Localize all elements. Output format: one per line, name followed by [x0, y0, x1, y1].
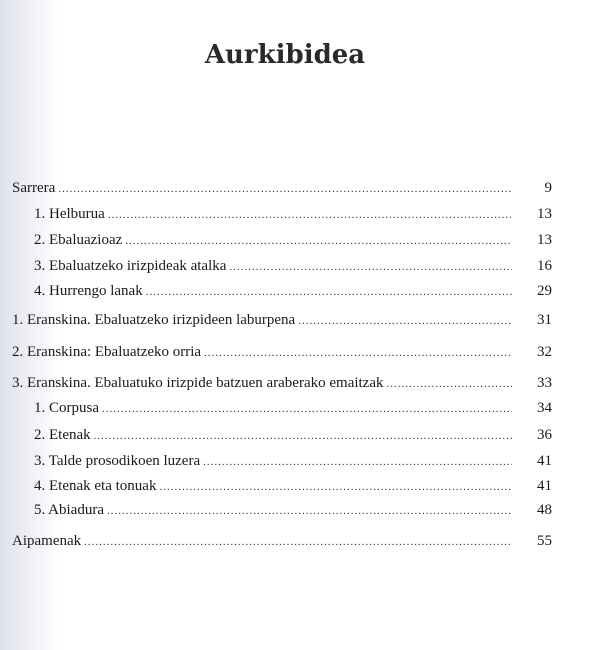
toc-entry-label: 3. Eranskina. Ebaluatuko irizpide batzuen araberako emaitzak — [12, 375, 384, 391]
dot-leader — [146, 282, 512, 302]
toc-entry — [34, 230, 552, 250]
page-title: Aurkibidea — [204, 40, 366, 70]
toc-entry-page: 32 — [537, 344, 552, 360]
dot-leader — [84, 532, 512, 552]
toc-entry — [34, 476, 552, 496]
toc-entry — [34, 425, 552, 445]
dot-leader — [298, 311, 512, 331]
toc-entry-label: 3. Talde prosodikoen luzera — [34, 453, 201, 469]
toc-entry — [12, 310, 552, 330]
dot-leader — [203, 452, 512, 472]
dot-leader — [159, 477, 512, 497]
toc-entry — [34, 500, 552, 520]
toc-entry-page: 41 — [537, 478, 552, 494]
toc-entry — [34, 281, 552, 301]
toc-entry-page: 13 — [537, 206, 552, 222]
dot-leader — [58, 179, 512, 199]
dot-leader — [125, 231, 512, 251]
toc-entry-label: 1. Helburua — [34, 206, 105, 222]
toc-entry-page: 34 — [537, 400, 552, 416]
toc-entry-label: 4. Hurrengo lanak — [34, 283, 143, 299]
toc-entry — [12, 178, 552, 198]
toc-entry-page: 31 — [537, 312, 552, 328]
toc-entry-label: 5. Abiadura — [34, 502, 104, 518]
toc-entry — [12, 342, 552, 362]
toc-entry-page: 41 — [537, 453, 552, 469]
toc-entry-page: 36 — [537, 427, 552, 443]
toc-entry-label: 4. Etenak eta tonuak — [34, 478, 157, 494]
dot-leader — [94, 426, 512, 446]
dot-leader — [102, 399, 512, 419]
toc-entry-label: 1. Corpusa — [34, 400, 99, 416]
toc-entry-page: 48 — [537, 502, 552, 518]
toc-entry-page: 55 — [537, 533, 552, 549]
toc-entry-page: 16 — [537, 258, 552, 274]
toc-entry — [34, 204, 552, 224]
toc-entry-label: 2. Ebaluazioaz — [34, 232, 123, 248]
toc-entry — [34, 398, 552, 418]
toc-entry — [34, 256, 552, 276]
dot-leader — [107, 501, 512, 521]
toc-entry-label: 2. Etenak — [34, 427, 91, 443]
toc-entry-page: 33 — [537, 375, 552, 391]
toc-entry-label: 2. Eranskina: Ebaluatzeko orria — [12, 344, 202, 360]
dot-leader — [108, 205, 512, 225]
dot-leader — [387, 374, 513, 394]
toc-entry-page: 29 — [537, 283, 552, 299]
dot-leader — [204, 343, 512, 363]
toc-entry — [34, 451, 552, 471]
toc-entry-page: 9 — [544, 180, 552, 196]
toc-entry — [12, 373, 552, 393]
dot-leader — [229, 257, 512, 277]
toc-entry-label: 1. Eranskina. Ebaluatzeko irizpideen laburpena — [12, 312, 296, 328]
toc-entry — [12, 531, 552, 551]
toc-entry-label: Aipamenak — [12, 533, 82, 549]
toc-entry-page: 13 — [537, 232, 552, 248]
toc-entry-label: Sarrera — [12, 180, 56, 196]
toc-entry-label: 3. Ebaluatzeko irizpideak atalka — [34, 258, 227, 274]
